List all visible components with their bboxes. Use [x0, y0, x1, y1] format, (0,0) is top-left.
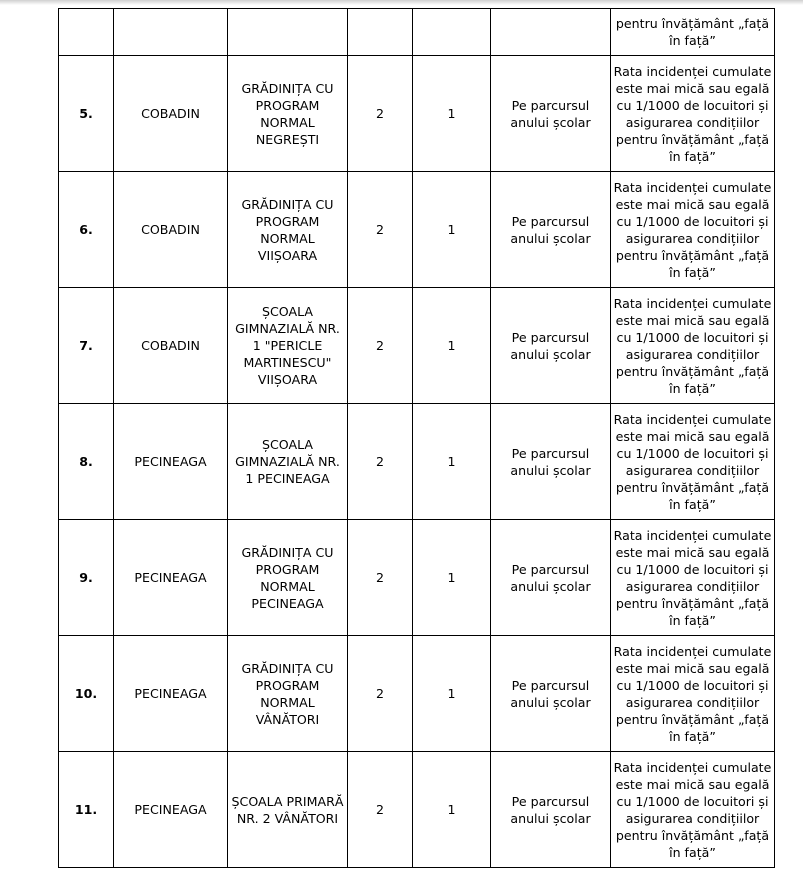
cell-col4: 2: [348, 288, 413, 404]
cell-unitate: ȘCOALA GIMNAZIALĂ NR. 1 "PERICLE MARTINESCU" VIIȘOARA: [228, 288, 348, 404]
table-row-continuation: [59, 9, 775, 56]
cell-nr: 8.: [59, 404, 114, 520]
cell-col4: 2: [348, 56, 413, 172]
cell-conditie: Rata incidenței cumulate este mai mică sau egală cu 1/1000 de locuitori și asigurarea condițiilor pentru învățământ „față în față”: [611, 404, 775, 520]
cell-nr: 10.: [59, 636, 114, 752]
cell-col4: [348, 9, 413, 56]
cell-col4: 2: [348, 520, 413, 636]
cell-col5: 1: [413, 520, 491, 636]
cell-perioada: Pe parcursul anului școlar: [491, 288, 611, 404]
cell-unitate: ȘCOALA PRIMARĂ NR. 2 VÂNĂTORI: [228, 752, 348, 868]
cell-col5: 1: [413, 172, 491, 288]
cell-col5: [413, 9, 491, 56]
cell-conditie: Rata incidenței cumulate este mai mică sau egală cu 1/1000 de locuitori și asigurarea condițiilor pentru învățământ „față în față”: [611, 288, 775, 404]
table-row: [59, 56, 775, 172]
cell-col4: 2: [348, 172, 413, 288]
cell-conditie: pentru învățământ „față în față”: [611, 9, 775, 56]
cell-perioada: Pe parcursul anului școlar: [491, 56, 611, 172]
cell-col5: 1: [413, 752, 491, 868]
schools-table: [58, 8, 775, 868]
table-row: [59, 404, 775, 520]
cell-nr: 5.: [59, 56, 114, 172]
cell-localitate: COBADIN: [114, 288, 228, 404]
cell-col5: 1: [413, 636, 491, 752]
cell-localitate: PECINEAGA: [114, 752, 228, 868]
cell-nr: 9.: [59, 520, 114, 636]
cell-nr: 6.: [59, 172, 114, 288]
cell-localitate: PECINEAGA: [114, 636, 228, 752]
cell-perioada: [491, 9, 611, 56]
cell-unitate: GRĂDINIȚA CU PROGRAM NORMAL VÂNĂTORI: [228, 636, 348, 752]
cell-perioada: Pe parcursul anului școlar: [491, 172, 611, 288]
cell-nr: 7.: [59, 288, 114, 404]
cell-col4: 2: [348, 636, 413, 752]
cell-unitate: GRĂDINIȚA CU PROGRAM NORMAL NEGREȘTI: [228, 56, 348, 172]
cell-unitate: GRĂDINIȚA CU PROGRAM NORMAL PECINEAGA: [228, 520, 348, 636]
cell-col5: 1: [413, 56, 491, 172]
table-row: [59, 520, 775, 636]
cell-col4: 2: [348, 752, 413, 868]
cell-conditie: Rata incidenței cumulate este mai mică sau egală cu 1/1000 de locuitori și asigurarea condițiilor pentru învățământ „față în față”: [611, 56, 775, 172]
cell-conditie: Rata incidenței cumulate este mai mică sau egală cu 1/1000 de locuitori și asigurarea condițiilor pentru învățământ „față în față”: [611, 752, 775, 868]
window-top-edge: [0, 0, 803, 5]
table-row: [59, 752, 775, 868]
cell-perioada: Pe parcursul anului școlar: [491, 636, 611, 752]
cell-col4: 2: [348, 404, 413, 520]
cell-perioada: Pe parcursul anului școlar: [491, 520, 611, 636]
table-body: [59, 9, 775, 868]
cell-col5: 1: [413, 404, 491, 520]
cell-conditie: Rata incidenței cumulate este mai mică sau egală cu 1/1000 de locuitori și asigurarea condițiilor pentru învățământ „față în față”: [611, 636, 775, 752]
table-row: [59, 288, 775, 404]
cell-nr: 11.: [59, 752, 114, 868]
cell-unitate: GRĂDINIȚA CU PROGRAM NORMAL VIIȘOARA: [228, 172, 348, 288]
cell-localitate: PECINEAGA: [114, 520, 228, 636]
cell-unitate: [228, 9, 348, 56]
cell-localitate: COBADIN: [114, 172, 228, 288]
cell-localitate: [114, 9, 228, 56]
cell-perioada: Pe parcursul anului școlar: [491, 752, 611, 868]
cell-nr: [59, 9, 114, 56]
table-row: [59, 172, 775, 288]
cell-localitate: COBADIN: [114, 56, 228, 172]
cell-col5: 1: [413, 288, 491, 404]
cell-unitate: ȘCOALA GIMNAZIALĂ NR. 1 PECINEAGA: [228, 404, 348, 520]
cell-conditie: Rata incidenței cumulate este mai mică sau egală cu 1/1000 de locuitori și asigurarea condițiilor pentru învățământ „față în față”: [611, 172, 775, 288]
cell-localitate: PECINEAGA: [114, 404, 228, 520]
cell-conditie: Rata incidenței cumulate este mai mică sau egală cu 1/1000 de locuitori și asigurarea condițiilor pentru învățământ „față în față”: [611, 520, 775, 636]
cell-perioada: Pe parcursul anului școlar: [491, 404, 611, 520]
table-row: [59, 636, 775, 752]
